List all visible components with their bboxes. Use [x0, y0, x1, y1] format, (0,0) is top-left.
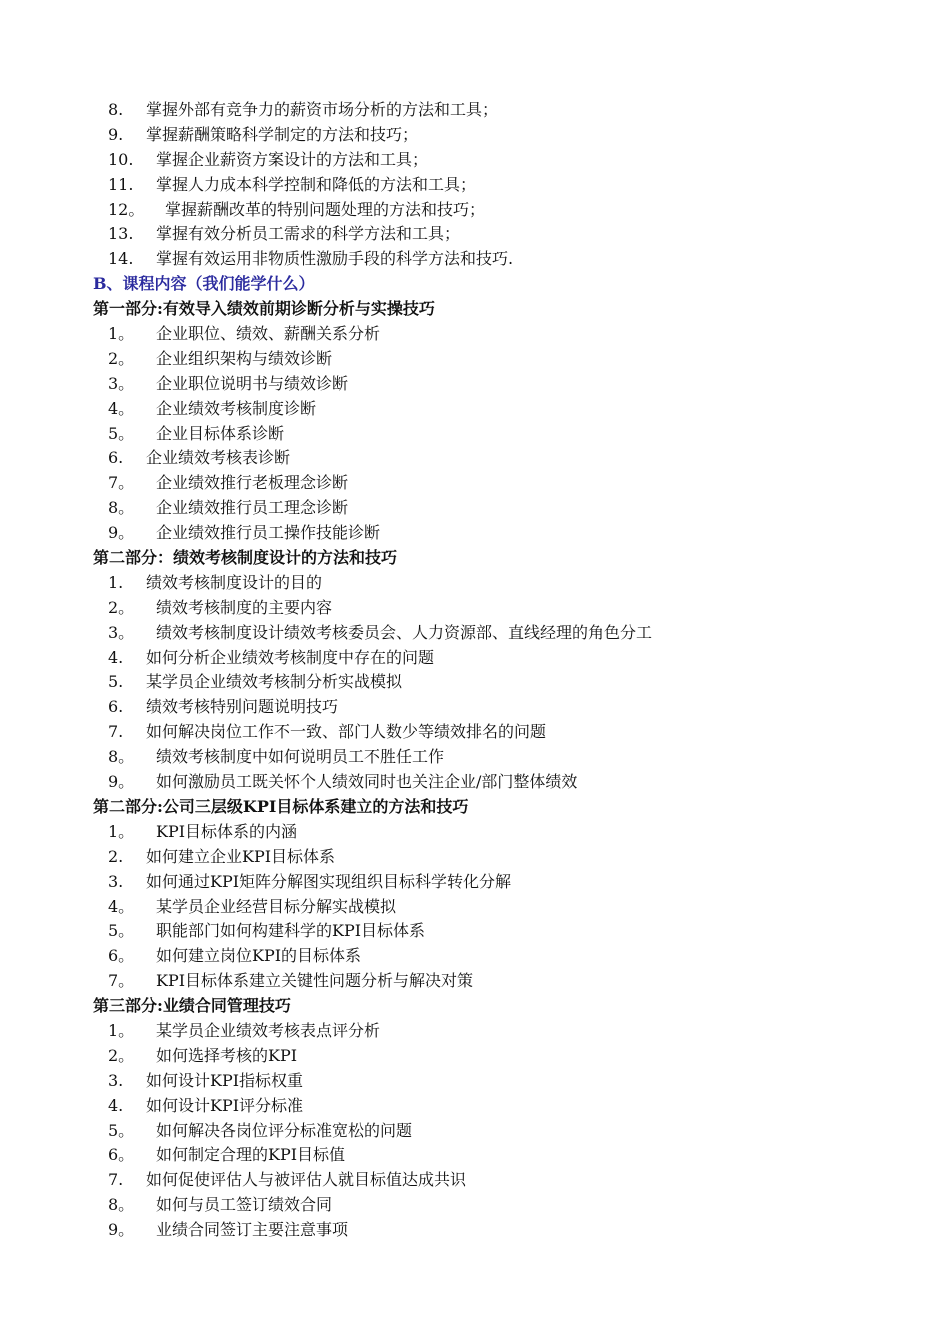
list-item-text: 企业绩效推行老板理念诊断	[156, 473, 349, 493]
list-item	[0, 1168, 950, 1193]
list-item	[0, 397, 950, 422]
list-item-number: 5.	[108, 672, 124, 692]
list-item	[0, 745, 950, 770]
list-item-number: 6.	[108, 697, 124, 717]
list-item-text: 掌握有效运用非物质性激励手段的科学方法和技巧.	[156, 249, 514, 269]
part-heading: 第一部分:有效导入绩效前期诊断分析与实操技巧	[93, 299, 435, 319]
list-item-number: 7.	[108, 1170, 124, 1190]
part-heading-row	[0, 795, 950, 820]
list-item	[0, 621, 950, 646]
list-item-number: 1。	[108, 1020, 135, 1040]
document-body	[0, 98, 950, 1243]
list-item-number: 12。	[108, 199, 145, 219]
list-item-text: 业绩合同签订主要注意事项	[156, 1220, 349, 1240]
list-item-text: 企业职位说明书与绩效诊断	[156, 373, 349, 393]
part-heading: 第三部分:业绩合同管理技巧	[93, 996, 291, 1016]
list-item-text: 职能部门如何构建科学的KPI目标体系	[156, 921, 426, 941]
list-item-number: 1.	[108, 572, 124, 592]
section-title: B、课程内容（我们能学什么）	[93, 274, 315, 294]
list-item	[0, 646, 950, 671]
list-item-number: 7。	[108, 971, 135, 991]
list-item-text: 某学员企业绩效考核制分析实战模拟	[146, 672, 403, 692]
list-item-number: 9.	[108, 124, 124, 144]
list-item-number: 3.	[108, 871, 124, 891]
list-item-text: 如何与员工签订绩效合同	[156, 1195, 333, 1215]
list-item	[0, 870, 950, 895]
list-item-text: 绩效考核制度的主要内容	[156, 597, 333, 617]
list-item-number: 11.	[108, 174, 134, 194]
part-heading: 第二部分：绩效考核制度设计的方法和技巧	[93, 548, 398, 568]
list-item-text: 绩效考核制度中如何说明员工不胜任工作	[156, 747, 445, 767]
list-item-text: 企业目标体系诊断	[156, 423, 285, 443]
list-item-number: 9。	[108, 523, 135, 543]
section-title-row	[0, 272, 950, 297]
list-item-number: 8.	[108, 100, 124, 119]
list-item-text: 企业绩效考核制度诊断	[156, 398, 317, 418]
list-item-text: 某学员企业绩效考核表点评分析	[156, 1020, 381, 1040]
list-item	[0, 1193, 950, 1218]
list-item-number: 3。	[108, 373, 135, 393]
list-item-text: 如何分析企业绩效考核制度中存在的问题	[146, 647, 435, 667]
list-item	[0, 695, 950, 720]
list-item-number: 2。	[108, 348, 135, 368]
list-item-text: 绩效考核制度设计绩效考核委员会、人力资源部、直线经理的角色分工	[156, 622, 653, 642]
list-item	[0, 571, 950, 596]
list-item-number: 4.	[108, 647, 124, 667]
list-item	[0, 770, 950, 795]
list-item-number: 2。	[108, 1045, 135, 1065]
list-item	[0, 471, 950, 496]
part-heading-row	[0, 297, 950, 322]
list-item-text: 掌握薪酬改革的特别问题处理的方法和技巧；	[165, 199, 486, 219]
list-item-number: 5。	[108, 423, 135, 443]
list-item	[0, 198, 950, 223]
list-item-number: 4。	[108, 398, 135, 418]
list-item-number: 10.	[108, 149, 134, 169]
part-heading: 第二部分:公司三层级KPI目标体系建立的方法和技巧	[93, 796, 469, 816]
list-item-number: 3.	[108, 1070, 124, 1090]
list-item-number: 13.	[108, 224, 134, 244]
list-item-text: KPI目标体系建立关键性问题分析与解决对策	[156, 971, 474, 991]
list-item-text: 掌握薪酬策略科学制定的方法和技巧；	[146, 124, 419, 144]
list-item	[0, 1094, 950, 1119]
list-item-text: KPI目标体系的内涵	[156, 821, 298, 841]
list-item	[0, 845, 950, 870]
list-item-text: 掌握人力成本科学控制和降低的方法和工具；	[156, 174, 477, 194]
list-item-number: 4。	[108, 896, 135, 916]
list-item	[0, 720, 950, 745]
list-item	[0, 148, 950, 173]
list-item	[0, 123, 950, 148]
list-item-number: 5。	[108, 1120, 135, 1140]
list-item-number: 8。	[108, 747, 135, 767]
list-item-text: 如何制定合理的KPI目标值	[156, 1145, 346, 1165]
list-item-number: 14.	[108, 249, 134, 269]
list-item-text: 如何设计KPI评分标准	[146, 1095, 304, 1115]
list-item-text: 如何促使评估人与被评估人就目标值达成共识	[146, 1170, 467, 1190]
list-item-number: 7。	[108, 473, 135, 493]
list-item	[0, 372, 950, 397]
list-item-number: 3。	[108, 622, 135, 642]
part-heading-row	[0, 994, 950, 1019]
list-item	[0, 670, 950, 695]
list-item	[0, 1044, 950, 1069]
list-item-number: 9。	[108, 1220, 135, 1240]
list-item	[0, 895, 950, 920]
list-item	[0, 222, 950, 247]
list-item-text: 掌握企业薪资方案设计的方法和工具；	[156, 149, 429, 169]
list-item-number: 2.	[108, 846, 124, 866]
part-heading-row	[0, 546, 950, 571]
list-item	[0, 247, 950, 272]
list-item	[0, 944, 950, 969]
list-item-text: 如何建立岗位KPI的目标体系	[156, 946, 362, 966]
list-item	[0, 596, 950, 621]
list-item	[0, 1119, 950, 1144]
list-item-number: 7.	[108, 722, 124, 742]
list-item-text: 如何解决各岗位评分标准宽松的问题	[156, 1120, 413, 1140]
list-item-text: 如何设计KPI指标权重	[146, 1070, 304, 1090]
list-item-text: 掌握外部有竞争力的薪资市场分析的方法和工具；	[146, 100, 499, 119]
list-item-number: 1。	[108, 821, 135, 841]
list-item-number: 6。	[108, 946, 135, 966]
list-item-text: 绩效考核特别问题说明技巧	[146, 697, 339, 717]
list-item-text: 如何解决岗位工作不一致、部门人数少等绩效排名的问题	[146, 722, 547, 742]
list-item-number: 6。	[108, 1145, 135, 1165]
list-item	[0, 496, 950, 521]
list-item-number: 8。	[108, 1195, 135, 1215]
list-item-text: 企业组织架构与绩效诊断	[156, 348, 333, 368]
list-item-number: 5。	[108, 921, 135, 941]
list-item-number: 8。	[108, 498, 135, 518]
list-item-text: 企业绩效推行员工操作技能诊断	[156, 523, 381, 543]
list-item-text: 某学员企业经营目标分解实战模拟	[156, 896, 397, 916]
list-item-text: 掌握有效分析员工需求的科学方法和工具；	[156, 224, 461, 244]
list-item	[0, 98, 950, 123]
list-item-number: 9。	[108, 772, 135, 792]
list-item-text: 如何建立企业KPI目标体系	[146, 846, 336, 866]
list-item-number: 1。	[108, 324, 135, 344]
list-item-text: 企业绩效考核表诊断	[146, 448, 291, 468]
list-item-number: 4.	[108, 1095, 124, 1115]
list-item-number: 6.	[108, 448, 124, 468]
list-item-text: 如何选择考核的KPI	[156, 1045, 298, 1065]
list-item	[0, 919, 950, 944]
list-item-text: 绩效考核制度设计的目的	[146, 572, 323, 592]
list-item	[0, 322, 950, 347]
list-item	[0, 1019, 950, 1044]
list-item	[0, 521, 950, 546]
list-item	[0, 422, 950, 447]
list-item-text: 企业绩效推行员工理念诊断	[156, 498, 349, 518]
list-item-text: 如何激励员工既关怀个人绩效同时也关注企业/部门整体绩效	[156, 772, 578, 792]
list-item	[0, 1143, 950, 1168]
list-item	[0, 1218, 950, 1243]
list-item	[0, 173, 950, 198]
list-item	[0, 820, 950, 845]
list-item-number: 2。	[108, 597, 135, 617]
list-item	[0, 1069, 950, 1094]
list-item	[0, 446, 950, 471]
list-item	[0, 969, 950, 994]
list-item	[0, 347, 950, 372]
list-item-text: 如何通过KPI矩阵分解图实现组织目标科学转化分解	[146, 871, 512, 891]
list-item-text: 企业职位、绩效、薪酬关系分析	[156, 324, 381, 344]
